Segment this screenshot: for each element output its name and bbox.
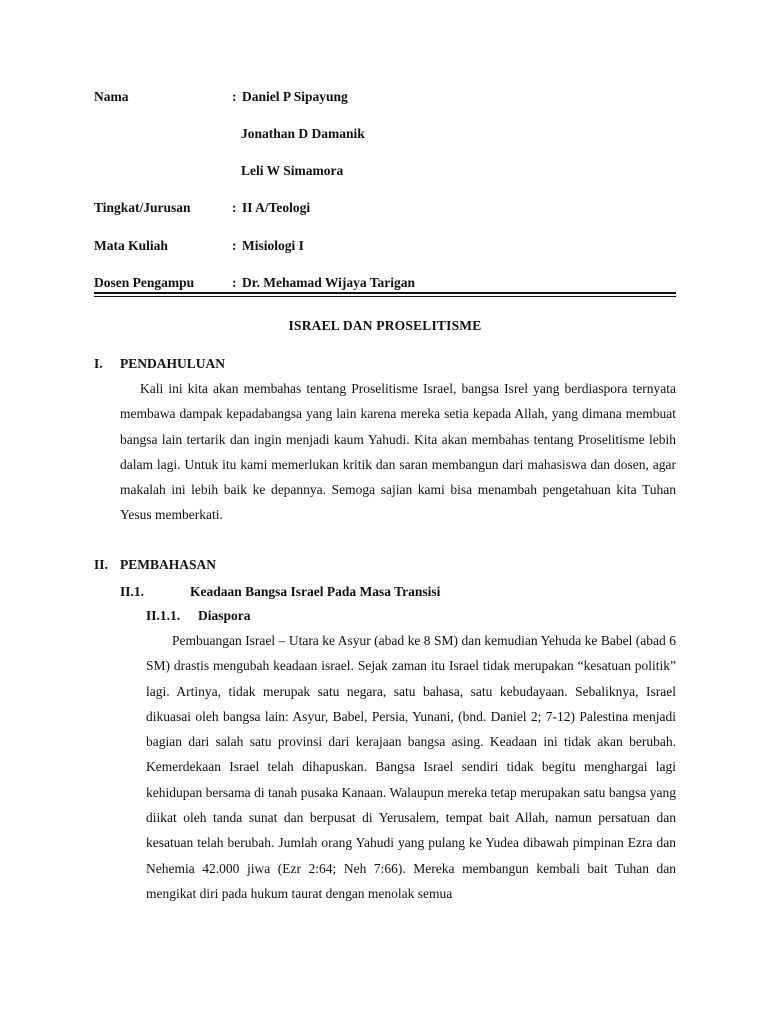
dosen-value: Dr. Mehamad Wijaya Tarigan — [242, 275, 416, 290]
header-row-nama — [94, 88, 348, 106]
colon: : — [232, 275, 237, 290]
header-row-tingkat — [94, 199, 310, 217]
nama-label: Nama — [94, 89, 129, 104]
header-divider-thin — [94, 296, 676, 297]
diaspora-paragraph: Pembuangan Israel – Utara ke Asyur (abad ke 8 SM) dan kemudian Yehuda ke Babel (abad 6 SM) drastis mengubah keadaan israel. Sejak zaman itu Israel tidak merupakan “kesatuan politik” lagi. Artinya, tidak merupak satu negara, satu bahasa, satu kebudayaan. Sebaliknya, Israel dikuasai oleh bangsa lain: Asyur, Babel, Persia, Yunani, (bnd. Daniel 2; 7-12) Palestina menjadi bagian dari salah satu provinsi dari kerajaan bangsa asing. Keadaan ini tidak akan berubah. Kemerdekaan Israel telah dihapuskan. Bangsa Israel sendiri tidak begitu menghargai lagi kehidupan bersama di tanah pusaka Kanaan. Walaupun mereka tetap merupakan satu bangsa yang diikat oleh tanda sunat dan berpusat di Yerusalem, tempat bait Allah, namun persatuan dan kesatuan telah berubah. Jumlah orang Yahudi yang pulang ke Yudea dibawah pimpinan Ezra dan Nehemia 42.000 jiwa (Ezr 2:64; Neh 7:66). Mereka membangun kembali bait Tuhan dan mengikat diri pada hukum taurat dengan menolak semua — [146, 633, 676, 901]
subsection-2-1-1-number: II.1.1. — [146, 608, 181, 623]
subsection-2-1-1-heading: Diaspora — [198, 608, 251, 623]
subsection-2-1-number: II.1. — [120, 584, 145, 599]
header-row-dosen — [94, 274, 415, 292]
colon: : — [232, 89, 237, 104]
header-divider-thick — [94, 292, 676, 294]
colon: : — [232, 200, 237, 215]
tingkat-value: II A/Teologi — [242, 200, 311, 215]
subsection-2-1-heading: Keadaan Bangsa Israel Pada Masa Transisi — [190, 584, 441, 599]
section-1-number: I. — [94, 356, 103, 371]
section-1-heading: PENDAHULUAN — [120, 356, 226, 371]
nama-value-2: Jonathan D Damanik — [241, 126, 365, 141]
section-2-number: II. — [94, 557, 108, 572]
matkul-label: Mata Kuliah — [94, 238, 168, 253]
document-title: ISRAEL DAN PROSELITISME — [288, 318, 482, 333]
matkul-value: Misiologi I — [242, 238, 304, 253]
nama-value-1: Daniel P Sipayung — [242, 89, 348, 104]
header-row-matkul — [94, 237, 304, 255]
tingkat-label: Tingkat/Jurusan — [94, 200, 191, 215]
section-1-paragraph: Kali ini kita akan membahas tentang Proselitisme Israel, bangsa Isrel yang berdiaspora ternyata membawa dampak kepadabangsa yang lain karena mereka setia kepada Allah, yang dimana membuat bangsa lain tertarik dan ingin menjadi kaum Yahudi. Kita akan membahas tentang Proselitisme lebih dalam lagi. Untuk itu kami memerlukan kritik dan saran membangun dari mahasiswa dan dosen, agar makalah ini lebih baik ke depannya. Semoga sajian kami bisa menambah pengetahuan kita Tuhan Yesus memberkati. — [120, 381, 676, 523]
colon: : — [232, 238, 237, 253]
nama-value-3: Leli W Simamora — [241, 163, 344, 178]
dosen-label: Dosen Pengampu — [94, 275, 195, 290]
section-2-heading: PEMBAHASAN — [120, 557, 217, 572]
